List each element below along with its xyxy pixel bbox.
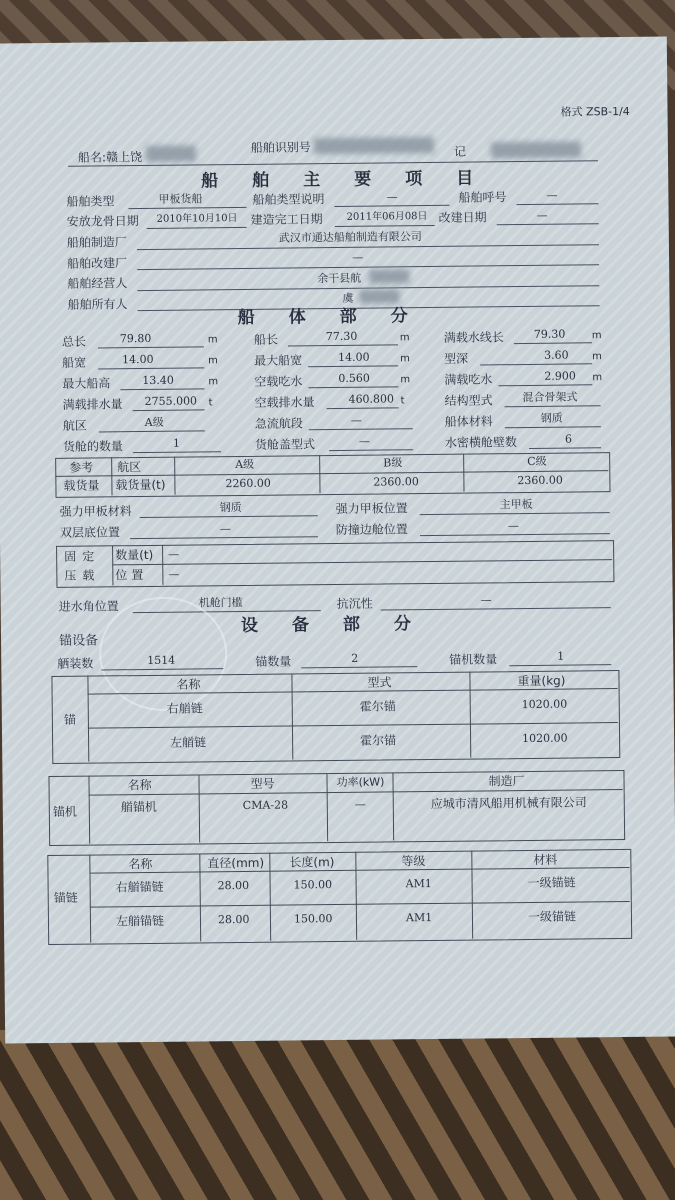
windlass-col-power: 功率(kW) — [336, 775, 385, 790]
full-draft-value: 2.900 — [544, 369, 576, 383]
anchor-col-type: 型式 — [367, 675, 392, 690]
field-line — [480, 363, 592, 365]
field-line — [498, 384, 592, 386]
cargo-c: 2360.00 — [517, 473, 563, 488]
field-line — [335, 205, 450, 207]
field-line — [497, 223, 599, 225]
callsign-value: — — [546, 188, 558, 202]
unit: m — [592, 351, 602, 363]
callsign-label: 船舶呼号 — [458, 190, 507, 205]
hull-material-value: 钢质 — [540, 411, 563, 425]
fit-value: 1514 — [147, 653, 176, 667]
cargo-a: 2260.00 — [225, 476, 271, 491]
windlass-row-maker: 应城市清风船用机械有限公司 — [430, 795, 587, 812]
anchor-count-value: 2 — [351, 651, 359, 665]
deck-mat-value: 钢质 — [219, 500, 242, 515]
anchor-row-type: 霍尔锚 — [359, 699, 396, 714]
anchor-side-label: 锚 — [63, 712, 76, 727]
rebuilder-label: 船舶改建厂 — [67, 256, 128, 271]
rebuilt-value: — — [536, 208, 548, 222]
area-label: 航区 — [62, 418, 87, 433]
depth-value: 3.60 — [544, 348, 569, 362]
rebuilder-value: — — [351, 250, 364, 264]
unit: t — [208, 397, 213, 409]
lbp-label: 船长 — [253, 332, 278, 347]
ballast-pos-value: — — [168, 567, 180, 581]
field-line — [120, 388, 204, 390]
built-value: 2011年06月08日 — [346, 211, 428, 223]
section-main-title: 船舶主要项目 — [201, 168, 508, 192]
field-line — [516, 203, 598, 205]
windlass-side-label: 锚机 — [52, 804, 77, 819]
light-disp-value: 460.800 — [348, 392, 395, 406]
redaction-blur — [369, 269, 409, 283]
operator-label: 船舶经营人 — [67, 276, 128, 291]
max-height-label: 最大船高 — [62, 376, 111, 391]
fit-label: 舾装数 — [57, 656, 94, 671]
structure-value: 混合骨架式 — [522, 390, 578, 405]
field-line — [509, 664, 611, 666]
keel-value: 2010年10月10日 — [156, 213, 238, 225]
field-line — [130, 536, 318, 539]
deck-pos-label: 强力甲板位置 — [335, 501, 408, 517]
field-line — [505, 426, 601, 428]
registration-label: 记 — [453, 144, 467, 159]
lwl-label: 满载水线长 — [443, 330, 504, 345]
keel-label: 安放龙骨日期 — [66, 214, 139, 229]
built-label: 建造完工日期 — [250, 212, 323, 227]
field-line — [99, 430, 205, 432]
ballast-qty-label: 数量(t) — [115, 547, 154, 563]
chain-col-length: 长度(m) — [289, 855, 335, 870]
windlass-col-model: 型号 — [250, 776, 275, 791]
chain-side-label: 锚链 — [53, 890, 78, 905]
anchor-col-name: 名称 — [176, 677, 201, 692]
field-line — [420, 512, 610, 515]
unit: m — [591, 330, 602, 342]
unit: m — [208, 355, 218, 367]
field-line — [514, 342, 592, 344]
max-breadth-label: 最大船宽 — [254, 353, 303, 368]
max-height-value: 13.40 — [142, 373, 174, 388]
unit: m — [592, 372, 603, 384]
lwl-value: 79.30 — [533, 327, 566, 341]
chain-row-diameter: 28.00 — [217, 912, 250, 927]
field-line — [309, 428, 413, 430]
unit: m — [400, 374, 411, 386]
light-draft-value: 0.560 — [338, 371, 370, 385]
chain-row-diameter: 28.00 — [217, 878, 250, 893]
ballast-pos-label: 位置 — [115, 567, 148, 583]
redaction-blur — [146, 145, 196, 162]
field-line — [329, 449, 413, 451]
field-line — [140, 515, 318, 518]
builder-value: 武汉市通达船舶制造有限公司 — [278, 230, 422, 245]
field-line — [147, 227, 247, 229]
chain-row-length: 150.00 — [293, 912, 333, 926]
ballast-qty-value: — — [168, 547, 180, 561]
winch-count-value: 1 — [557, 649, 565, 663]
field-line — [137, 244, 599, 250]
builder-label: 船舶制造厂 — [66, 235, 127, 250]
windlass-row-model: CMA-28 — [242, 798, 289, 812]
cargo-b: 2360.00 — [373, 475, 419, 489]
anchor-equipment-title: 锚设备 — [58, 633, 99, 649]
ballast-label-1: 固定 — [64, 549, 101, 564]
chain-row-name: 右艏锚链 — [115, 879, 164, 895]
structure-label: 结构型式 — [444, 393, 493, 408]
rebuilt-label: 改建日期 — [438, 210, 487, 225]
field-line — [133, 409, 205, 411]
section-equipment-title: 设备部分 — [240, 613, 445, 637]
grade-a: A级 — [235, 457, 255, 472]
bulkheads-value: 6 — [564, 432, 573, 446]
bumper-value: — — [507, 519, 519, 533]
type-desc-label: 船舶类型说明 — [252, 192, 325, 207]
windlass-col-name: 名称 — [127, 777, 152, 793]
light-draft-label: 空载吃水 — [254, 374, 303, 389]
anchor-col-weight: 重量(kg) — [517, 673, 566, 689]
anchor-row-weight: 1020.00 — [521, 697, 568, 712]
unit: m — [207, 334, 218, 346]
anchor-row-weight: 1020.00 — [522, 731, 568, 746]
depth-label: 型深 — [444, 351, 469, 366]
operator-value: 余干县航 — [317, 271, 362, 286]
hatch-value: — — [358, 434, 371, 448]
unit: m — [400, 353, 410, 365]
format-code: 格式 ZSB-1/4 — [560, 104, 630, 119]
ship-name-label: 船名:赣上饶 — [77, 150, 143, 165]
holds-label: 货舱的数量 — [62, 439, 124, 454]
field-line — [308, 386, 398, 388]
cargo-label: 载货量 — [63, 478, 100, 493]
loa-value: 79.80 — [119, 331, 152, 346]
rapids-value: — — [350, 413, 362, 427]
double-bottom-value: — — [219, 522, 231, 536]
bumper-label: 防撞边舱位置 — [335, 522, 408, 538]
full-disp-value: 2755.000 — [144, 394, 198, 408]
windlass-col-maker: 制造厂 — [488, 774, 525, 789]
area-value: A级 — [144, 415, 164, 429]
field-line — [335, 225, 435, 227]
bulkheads-label: 水密横舱壁数 — [444, 435, 518, 450]
hatch-label: 货舱盖型式 — [254, 437, 316, 452]
redaction-blur — [314, 137, 434, 154]
rapids-label: 急流航段 — [254, 416, 303, 431]
ref-cargo-label: 载货量(t) — [115, 477, 166, 493]
ballast-label-2: 压载 — [64, 568, 101, 583]
max-breadth-value: 14.00 — [338, 350, 370, 364]
deck-pos-value: 主甲板 — [499, 497, 533, 512]
chain-row-name: 左艏锚链 — [115, 913, 165, 929]
breadth-label: 船宽 — [62, 355, 87, 370]
unit: m — [208, 376, 219, 388]
sink-value: — — [480, 593, 492, 607]
chain-col-material: 材料 — [533, 852, 558, 867]
anchor-row-name: 左艏链 — [170, 735, 207, 750]
field-line — [308, 365, 398, 367]
windlass-row-name: 艏锚机 — [120, 799, 157, 815]
chain-row-material: 一级锚链 — [527, 909, 577, 925]
ref-area-label: 航区 — [117, 460, 142, 475]
field-line — [133, 451, 221, 453]
lbp-value: 77.30 — [325, 329, 358, 344]
flood-label: 进水角位置 — [58, 599, 119, 614]
grade-c: C级 — [527, 454, 547, 468]
hull-material-label: 船体材料 — [444, 414, 493, 429]
field-line — [301, 666, 417, 668]
unit: m — [399, 332, 410, 344]
background-fabric-bottom — [0, 1030, 675, 1200]
chain-col-diameter: 直径(mm) — [207, 855, 265, 871]
field-line — [98, 367, 204, 369]
loa-label: 总长 — [61, 334, 86, 349]
deck-mat-label: 强力甲板材料 — [59, 504, 132, 519]
redaction-blur — [491, 141, 581, 158]
field-line — [327, 407, 399, 409]
grade-b: B级 — [383, 456, 403, 470]
double-bottom-label: 双层底位置 — [59, 525, 120, 540]
anchor-count-label: 锚数量 — [255, 654, 292, 669]
winch-count-label: 锚机数量 — [449, 652, 498, 667]
unit: t — [400, 395, 405, 407]
owner-label: 船舶所有人 — [67, 297, 128, 312]
holds-value: 1 — [172, 436, 181, 450]
chain-row-material: 一级锚链 — [527, 875, 576, 891]
type-desc-value: — — [386, 190, 398, 204]
ship-id-label: 船舶识别号 — [250, 140, 311, 155]
ref-label: 参考 — [69, 460, 94, 475]
chain-row-length: 150.00 — [293, 878, 333, 892]
ship-type-label: 船舶类型 — [66, 194, 115, 209]
section-hull-title: 船体部分 — [237, 305, 442, 329]
field-line — [137, 264, 599, 270]
field-line — [505, 405, 601, 407]
field-line — [129, 207, 247, 209]
field-line — [420, 533, 610, 536]
chain-row-grade: AM1 — [405, 911, 433, 925]
ship-type-value: 甲板货船 — [158, 192, 203, 206]
sink-label: 抗沉性 — [336, 596, 373, 611]
windlass-row-power: — — [354, 797, 366, 811]
chain-row-grade: AM1 — [405, 877, 432, 891]
field-line — [98, 346, 204, 348]
light-disp-label: 空载排水量 — [254, 395, 315, 410]
chain-col-name: 名称 — [128, 856, 153, 872]
field-line — [529, 447, 601, 449]
full-disp-label: 满载排水量 — [62, 397, 123, 412]
full-draft-label: 满载吃水 — [444, 372, 493, 387]
anchor-row-type: 霍尔锚 — [360, 733, 397, 748]
owner-value: 虞 — [342, 291, 354, 305]
breadth-value: 14.00 — [122, 352, 154, 367]
certificate-sheet — [0, 37, 675, 1044]
anchor-row-name: 右艏链 — [166, 701, 203, 716]
field-line — [288, 344, 398, 346]
chain-col-grade: 等级 — [401, 854, 426, 869]
flood-value: 机舱门槛 — [198, 595, 243, 610]
